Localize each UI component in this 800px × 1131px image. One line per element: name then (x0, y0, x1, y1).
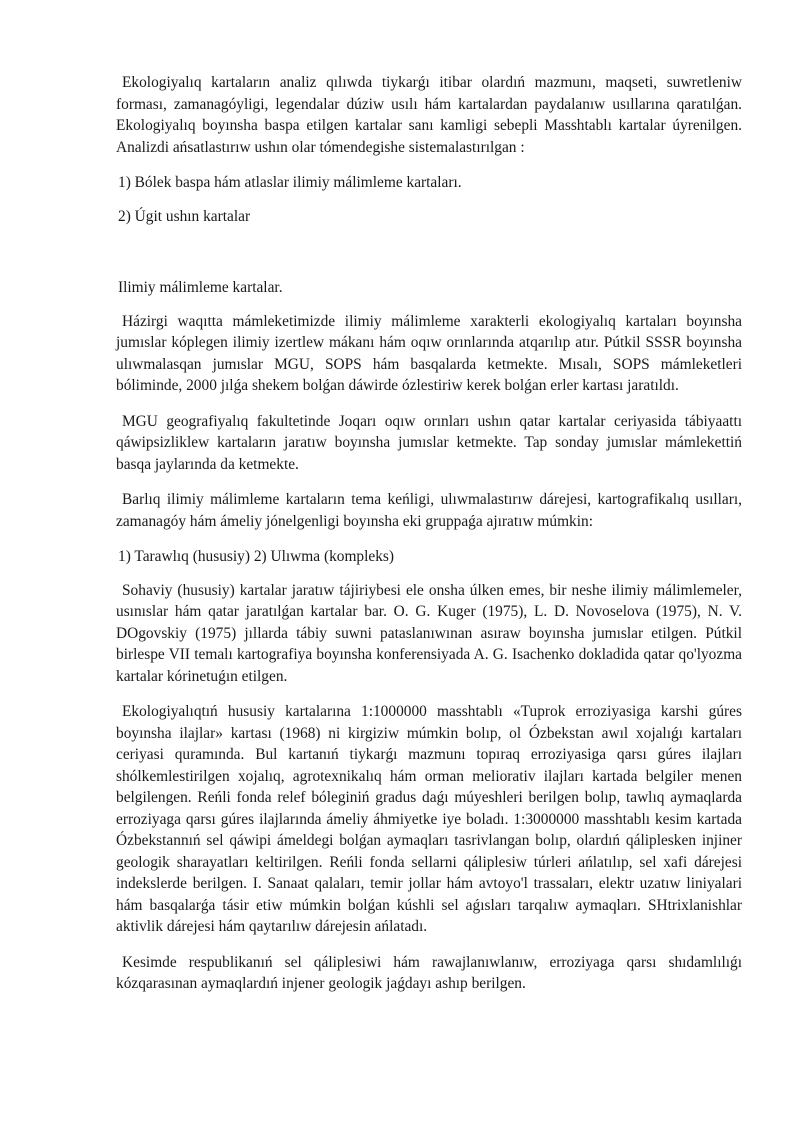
paragraph-current-work: Házirgi waqıtta mámleketimizde ilimiy málimleme xarakterli ekologiyalıq kartaları boyınsha jumıslar kóplegen ilimiy izertlew mákanı hám oqıw orınlarında atqarılıp atır. Pútkil SSSR boyınsha ulıwmalasqan jumıslar MGU, SOPS hám basqalarda ketmekte. Mısalı, SOPS mámleketleri bóliminde, 2000 jılǵa shekem bolǵan dáwirde ózlestiriw kerek bolǵan erler kartası jaratıldı. (116, 312, 742, 394)
list-item-1: 1) Bólek baspa hám atlaslar ilimiy málimleme kartaları. (118, 174, 462, 191)
list-item-2: 2) Úgit ushın kartalar (118, 207, 251, 225)
paragraph-conclusion: Kesimde respublikanıń sel qáliplesiwi hám rawajlanıwlanıw, erroziyaga qarsı shıdamlılıǵı kózqarasınan aymaqlardıń injener geologik jaǵdayı ashıp berilgen. (116, 953, 742, 992)
paragraph-mgu: MGU geografiyalıq fakultetinde Joqarı oqıw orınları ushın qatar kartalar ceriyasida tábiyaattı qáwipsizliklew kartaların jaratıw boyınsha jumıslar ketmekte. Tap sonday jumıslar mámlekettiń basqa jaylarında da ketmekte. (116, 412, 742, 473)
section-gap (116, 239, 742, 277)
paragraph-intro: Ekologiyalıq kartaların analiz qılıwda tiykarǵı itibar olardıń mazmunı, maqseti, suwretleniw forması, zamanagóyligi, legendalar dúziw usılı hám kartalardan paydalanıw usıllarına qaratılǵan. Ekologiyalıq boyınsha baspa etilgen kartalar sanı kamligi sebepli Masshtablı kartalar úyrenilgen. Analizdi ańsatlastırıw ushın olar tómendegishe sistemalastırılgan : (116, 74, 742, 156)
list-item-groups: 1) Tarawlıq (hususiy) 2) Ulıwma (kompleks) (118, 548, 395, 565)
section-heading: Ilimiy málimleme kartalar. (118, 279, 283, 296)
paragraph-sectoral: Sohaviy (hususiy) kartalar jaratıw tájiriybesi ele onsha úlken emes, bir neshe ilimiy málimlemeler, usınıslar hám qatar jaratılǵan kartalar bar. O. G. Kuger (1975), L. D. Novoselova (1975), N. V. DOgovskiy (1975) jıllarda tábiy suwni pataslanıwınan asıraw boyınsha jumıslar etilgen. Pútkil birlespe VII temalı kartografiya boyınsha konferensiyada A. G. Isachenko dokladida qatar qo'lyozma kartalar kórinetuǵın etilgen. (116, 581, 742, 685)
document-page (116, 72, 742, 1009)
paragraph-groups: Barlıq ilimiy málimleme kartaların tema keńligi, ulıwmalastırıw dárejesi, kartografikalıq usılları, zamanagóy hám ámeliy jónelgenligi boyınsha eki gruppaǵa ajıratıw múmkin: (116, 491, 742, 530)
paragraph-specific-maps: Ekologiyalıqtıń hususiy kartalarına 1:1000000 masshtablı «Tuprok erroziyasiga karshi gúres boyınsha ilajlar» kartası (1968) ni kirgiziw múmkin bolıp, ol Ózbekstan awıl xojalıǵı kartaları ceriyasi quramında. Bul kartanıń tiykarǵı mazmunı topıraq erroziyasiga qarsı gúres ilajları shólkemlestirilgen xojalıq, agrotexnikalıq hám orman meliorativ ilajları kartada belgiler menen belgilengen. Reńli fonda relef bóleginiń gradus daǵı múyeshleri berilgen bolıp, tawlıq aymaqlarda erroziyaga qarsı gúres ilajlarında ámeliy áhmiyetke iye boladı. 1:3000000 masshtablı kesim kartada Ózbekstannıń sel qáwipi ámeldegi bolǵan aymaqları tasrivlangan bolıp, olardıń qáliplesken injiner geologik sharayatları keltirilgen. Reńli fonda sellarni qáliplesiw túrleri ańlatılıp, sel xafi dárejesi indekslerde berilgen. I. Sanaat qalaları, temir jollar hám avtoyo'l trassaları, elektr uzatıw liniyalari hám basqalarǵa tásir etiw múmkin bolǵan kúshli sel aǵısları tarqalıw aymaqları. SHtrixlanishlar aktivlik dárejesi hám qaytarılıw dárejesin ańlatadı. (116, 703, 742, 935)
